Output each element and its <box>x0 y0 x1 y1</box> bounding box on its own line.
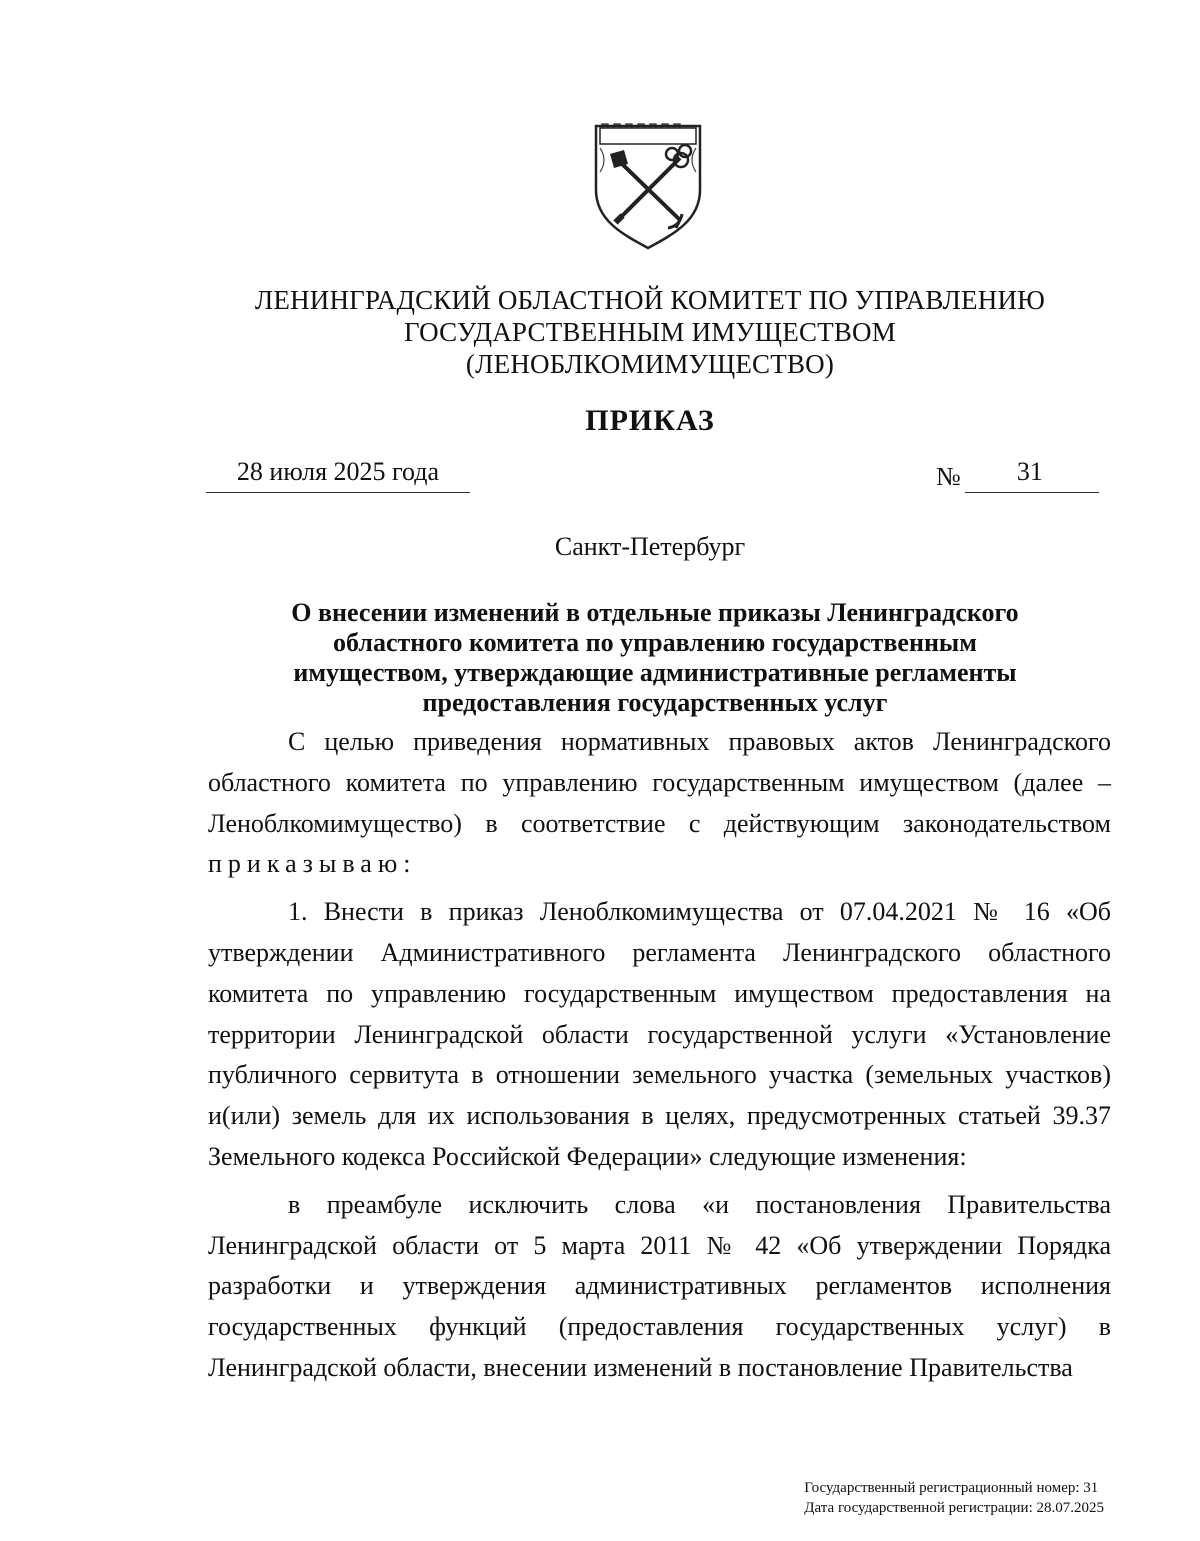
org-line-2: ГОСУДАРСТВЕННЫМ ИМУЩЕСТВОМ <box>404 317 896 347</box>
document-date: 28 июля 2025 года <box>206 456 470 493</box>
city: Санкт-Петербург <box>554 532 746 561</box>
document-type-title: ПРИКАЗ <box>585 404 715 437</box>
subject-line-2: областного комитета по управлению государственным <box>333 628 977 657</box>
registration-info <box>804 1478 1104 1518</box>
subject-line-3: имуществом, утверждающие административные регламенты <box>293 658 1017 687</box>
number-sign: № <box>936 462 961 491</box>
paragraph-preamble <box>208 722 1111 885</box>
organization-name <box>150 284 1150 380</box>
org-line-1: ЛЕНИНГРАДСКИЙ ОБЛАСТНОЙ КОМИТЕТ ПО УПРАВЛЕНИЮ <box>254 285 1046 315</box>
subject-line-4: предоставления государственных услуг <box>422 688 888 717</box>
coat-of-arms-icon <box>588 120 708 250</box>
org-line-3: (ЛЕНОБЛКОМИМУЩЕСТВО) <box>465 349 835 379</box>
registration-date: Дата государственной регистрации: 28.07.2025 <box>804 1500 1104 1516</box>
number-value: 31 <box>965 456 1099 493</box>
order-word: приказываю: <box>208 849 417 879</box>
paragraph-preamble-change: в преамбуле исключить слова «и постановления Правительства Ленинградской области от 5 марта 2011 № 42 «Об утверждении Порядка разработки и утверждения административных регламентов исполнения государственных функций (предоставления государственных услуг) в Ленинградской области, внесении изменений в постановление Правительства <box>208 1189 1111 1382</box>
document-subject <box>200 598 1110 718</box>
document-body <box>208 722 1111 1396</box>
registration-number: Государственный регистрационный номер: 31 <box>804 1480 1099 1496</box>
subject-line-1: О внесении изменений в отдельные приказы Ленинградского <box>291 598 1019 627</box>
paragraph-item-1: 1. Внести в приказ Леноблкомимущества от 07.04.2021 № 16 «Об утверждении Административного регламента Ленинградского областного комитета по управлению государственным имуществом предоставления на территории Ленинградской области государственной услуги «Установление публичного сервитута в отношении земельного участка (земельных участков) и(или) земель для их использования в целях, предусмотренных статьей 39.37 Земельного кодекса Российской Федерации» следующие изменения: <box>208 897 1111 1171</box>
preamble-text: С целью приведения нормативных правовых актов Ленинградского областного комитета по управлению государственным имуществом (далее – Леноблкомимущество) в соответствие с действующим законодательством <box>208 727 1111 838</box>
document-number <box>936 456 1099 493</box>
